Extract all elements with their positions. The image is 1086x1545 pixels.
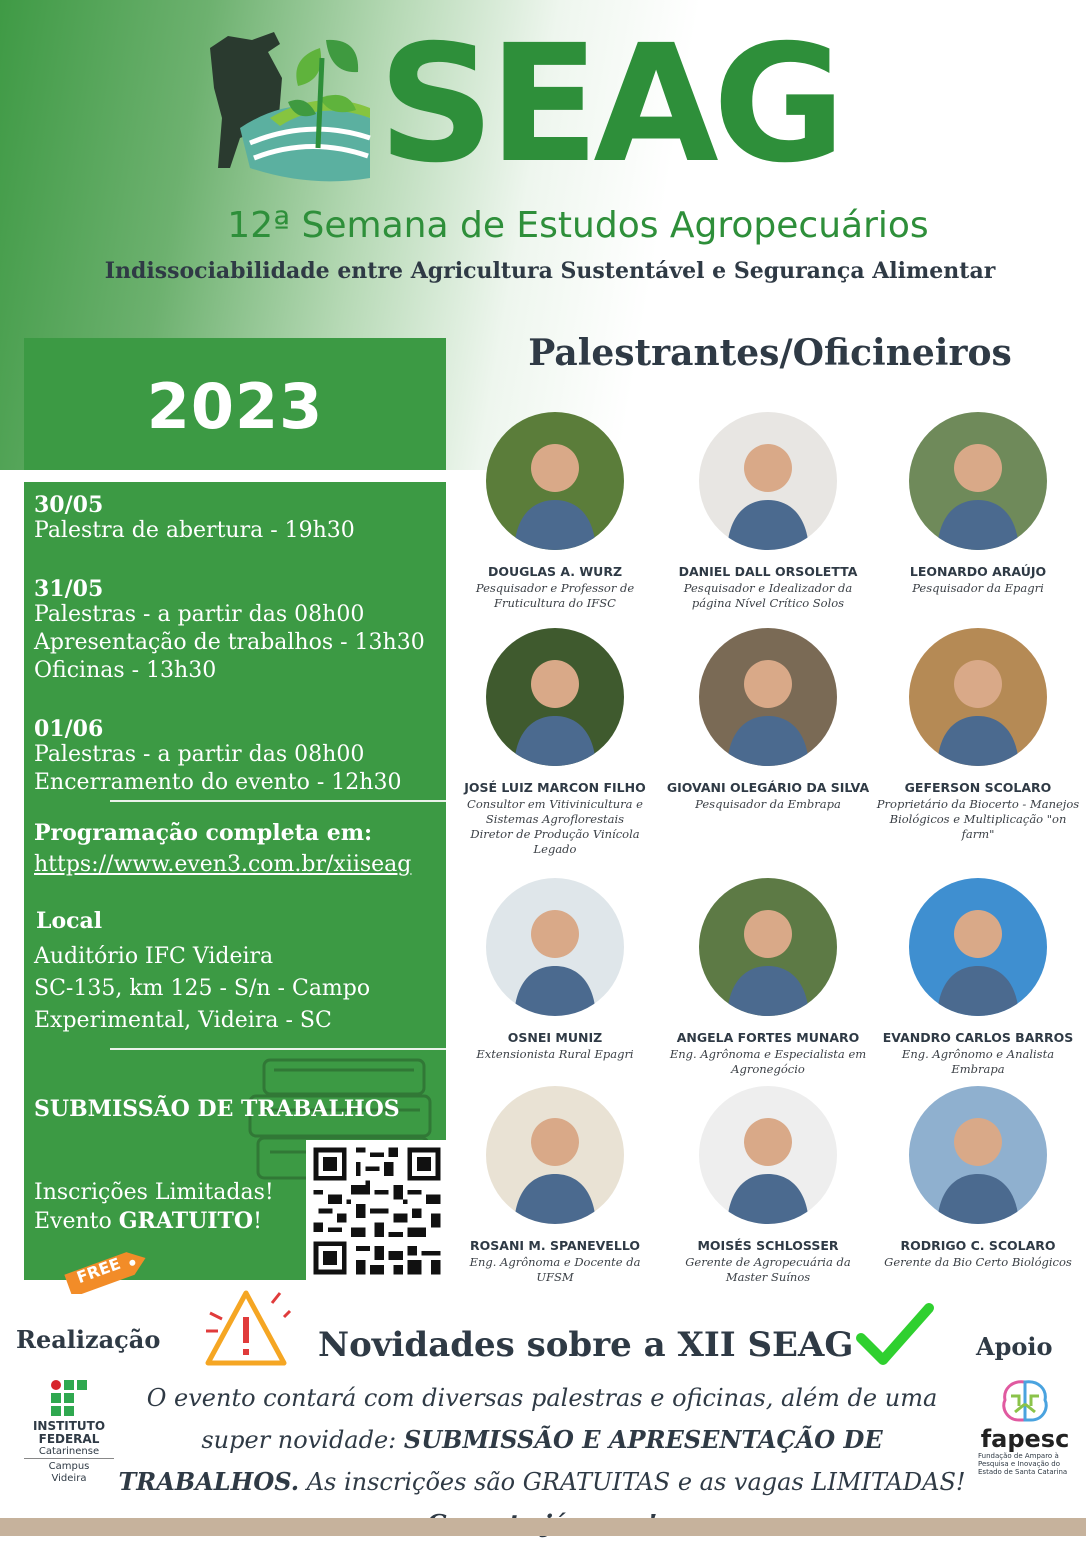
speaker-card — [450, 628, 660, 857]
speaker-name: GEFERSON SCOLARO — [904, 780, 1052, 795]
speakers-title: Palestrantes/Oficineiros — [528, 332, 1012, 374]
speaker-photo — [909, 878, 1047, 1016]
speaker-card — [663, 628, 873, 812]
speaker-role: Diretor de Produção Vinícola — [470, 827, 640, 841]
ifc-logo-icon — [49, 1378, 89, 1418]
program-link[interactable]: https://www.even3.com.br/xiiseag — [34, 852, 412, 877]
schedule-date: 30/05 — [34, 492, 104, 518]
speaker-role: Eng. Agrônoma e Docente da UFSM — [469, 1255, 641, 1284]
local-line: Experimental, Videira - SC — [34, 1008, 332, 1033]
speaker-name: ANGELA FORTES MUNARO — [676, 1030, 860, 1045]
speaker-photo — [486, 878, 624, 1016]
speaker-photo — [699, 1086, 837, 1224]
apoio-label: Apoio — [976, 1332, 1053, 1361]
ifc-text: INSTITUTO — [32, 1419, 106, 1433]
divider — [110, 800, 446, 802]
speaker-name: RODRIGO C. SCOLARO — [900, 1238, 1056, 1253]
speaker-card — [663, 412, 873, 611]
speaker-role: Embrapa — [951, 1062, 1005, 1076]
speaker-role: Fruticultura do IFSC — [494, 596, 616, 610]
ifc-text: FEDERAL — [38, 1432, 100, 1446]
fapesc-subtitle: Fundação de Amparo à Pesquisa e Inovação do Estado de Santa Catarina — [978, 1452, 1068, 1476]
news-description: O evento contará com diversas palestras e oficinas, além de uma super novidade: SUBMISSÃO E APRESENTAÇÃO DE TRABALHOS. As inscrições são GRATUITAS e as vagas LIMITADAS! — [118, 1384, 966, 1496]
speaker-card — [450, 1086, 660, 1285]
speaker-photo — [699, 412, 837, 550]
ifc-text: Videira — [51, 1473, 87, 1484]
speaker-card — [450, 412, 660, 611]
speaker-card — [873, 1086, 1083, 1270]
speaker-role: Eng. Agrônoma e Especialista em — [669, 1047, 867, 1061]
year-label: 2023 — [146, 370, 324, 443]
speaker-name: JOSÉ LUIZ MARCON FILHO — [464, 780, 646, 795]
realizacao-label: Realização — [16, 1325, 161, 1354]
program-label: Programação completa em: — [34, 820, 373, 846]
speaker-role: Pesquisador da Epagri — [912, 581, 1044, 595]
news-title: Novidades sobre a XII SEAG — [318, 1325, 854, 1365]
speaker-name: DOUGLAS A. WURZ — [487, 564, 623, 579]
speaker-role: Master Suínos — [725, 1270, 811, 1284]
speaker-name: DANIEL DALL ORSOLETTA — [678, 564, 858, 579]
schedule-panel — [24, 482, 446, 1280]
logo-wordmark: SEAG — [378, 11, 840, 199]
speaker-photo — [909, 1086, 1047, 1224]
speaker-name: MOISÉS SCHLOSSER — [697, 1238, 839, 1253]
speaker-name: OSNEI MUNIZ — [507, 1030, 603, 1045]
local-label: Local — [36, 908, 103, 934]
schedule-date: 31/05 — [34, 576, 104, 602]
schedule-item: Palestra de abertura - 19h30 — [34, 518, 355, 543]
schedule-date: 01/06 — [34, 716, 104, 742]
year-banner — [24, 338, 446, 470]
local-line: SC-135, km 125 - S/n - Campo — [34, 976, 371, 1001]
speaker-role: Extensionista Rural Epagri — [476, 1047, 634, 1061]
speaker-photo — [909, 412, 1047, 550]
speaker-photo — [699, 628, 837, 766]
submission-label: SUBMISSÃO DE TRABALHOS — [34, 1096, 400, 1122]
limited-text: Inscrições Limitadas! — [34, 1180, 274, 1205]
event-subtitle: 12ª Semana de Estudos Agropecuários — [227, 205, 929, 246]
speaker-role: página Nível Crítico Solos — [691, 596, 845, 610]
free-tag-label: FREE — [74, 1253, 123, 1288]
speaker-photo — [699, 878, 837, 1016]
speaker-role: Pesquisador da Embrapa — [695, 797, 841, 811]
local-line: Auditório IFC Videira — [34, 944, 274, 969]
speaker-role: Agronegócio — [731, 1062, 805, 1076]
speaker-photo — [486, 412, 624, 550]
schedule-item: Oficinas - 13h30 — [34, 658, 217, 683]
speaker-role: Biológicos e Multiplicação "on — [889, 812, 1067, 826]
speaker-role: farm" — [961, 827, 995, 841]
speaker-photo — [486, 628, 624, 766]
speaker-card — [873, 878, 1083, 1077]
schedule-item: Palestras - a partir das 08h00 — [34, 742, 365, 767]
speaker-role: Consultor em Vitivinicultura e — [467, 797, 643, 811]
speaker-role: Eng. Agrônomo e Analista — [901, 1047, 1055, 1061]
schedule-item: Palestras - a partir das 08h00 — [34, 602, 365, 627]
ifc-logo — [24, 1372, 114, 1492]
free-event-text: Evento GRATUITO! — [34, 1208, 262, 1234]
speaker-card — [450, 878, 660, 1062]
warning-icon — [200, 1283, 292, 1373]
speaker-role: Pesquisador e Idealizador da — [683, 581, 853, 595]
speaker-role: Proprietário da Biocerto - Manejos — [876, 797, 1080, 811]
schedule-item: Apresentação de trabalhos - 13h30 — [34, 630, 425, 655]
ifc-text: Catarinense — [24, 1446, 114, 1459]
speaker-role: Gerente da Bio Certo Biológicos — [884, 1255, 1072, 1269]
fapesc-logo — [970, 1376, 1080, 1496]
checkmark-icon — [855, 1300, 935, 1370]
fapesc-name: fapesc — [980, 1425, 1070, 1453]
speaker-card — [663, 1086, 873, 1285]
event-tagline: Indissociabilidade entre Agricultura Sustentável e Segurança Alimentar — [104, 258, 996, 284]
ifc-text: Campus — [48, 1461, 90, 1472]
speaker-role: Legado — [533, 842, 577, 856]
bottom-bar — [0, 1518, 1086, 1536]
speaker-role: Pesquisador e Professor de — [475, 581, 635, 595]
speaker-role: Sistemas Agroflorestais — [485, 812, 625, 826]
speaker-name: LEONARDO ARAÚJO — [909, 564, 1047, 579]
speaker-card — [663, 878, 873, 1077]
speaker-name: ROSANI M. SPANEVELLO — [470, 1238, 640, 1253]
speaker-photo — [909, 628, 1047, 766]
speaker-card — [873, 628, 1083, 842]
brain-icon — [997, 1376, 1053, 1426]
speaker-name: EVANDRO CARLOS BARROS — [882, 1030, 1074, 1045]
speaker-role: Gerente de Agropecuária da — [685, 1255, 851, 1269]
speaker-card — [873, 412, 1083, 596]
speaker-name: GIOVANI OLEGÁRIO DA SILVA — [666, 780, 870, 795]
speaker-photo — [486, 1086, 624, 1224]
qr-code-icon[interactable] — [306, 1140, 448, 1282]
schedule-item: Encerramento do evento - 12h30 — [34, 770, 402, 795]
